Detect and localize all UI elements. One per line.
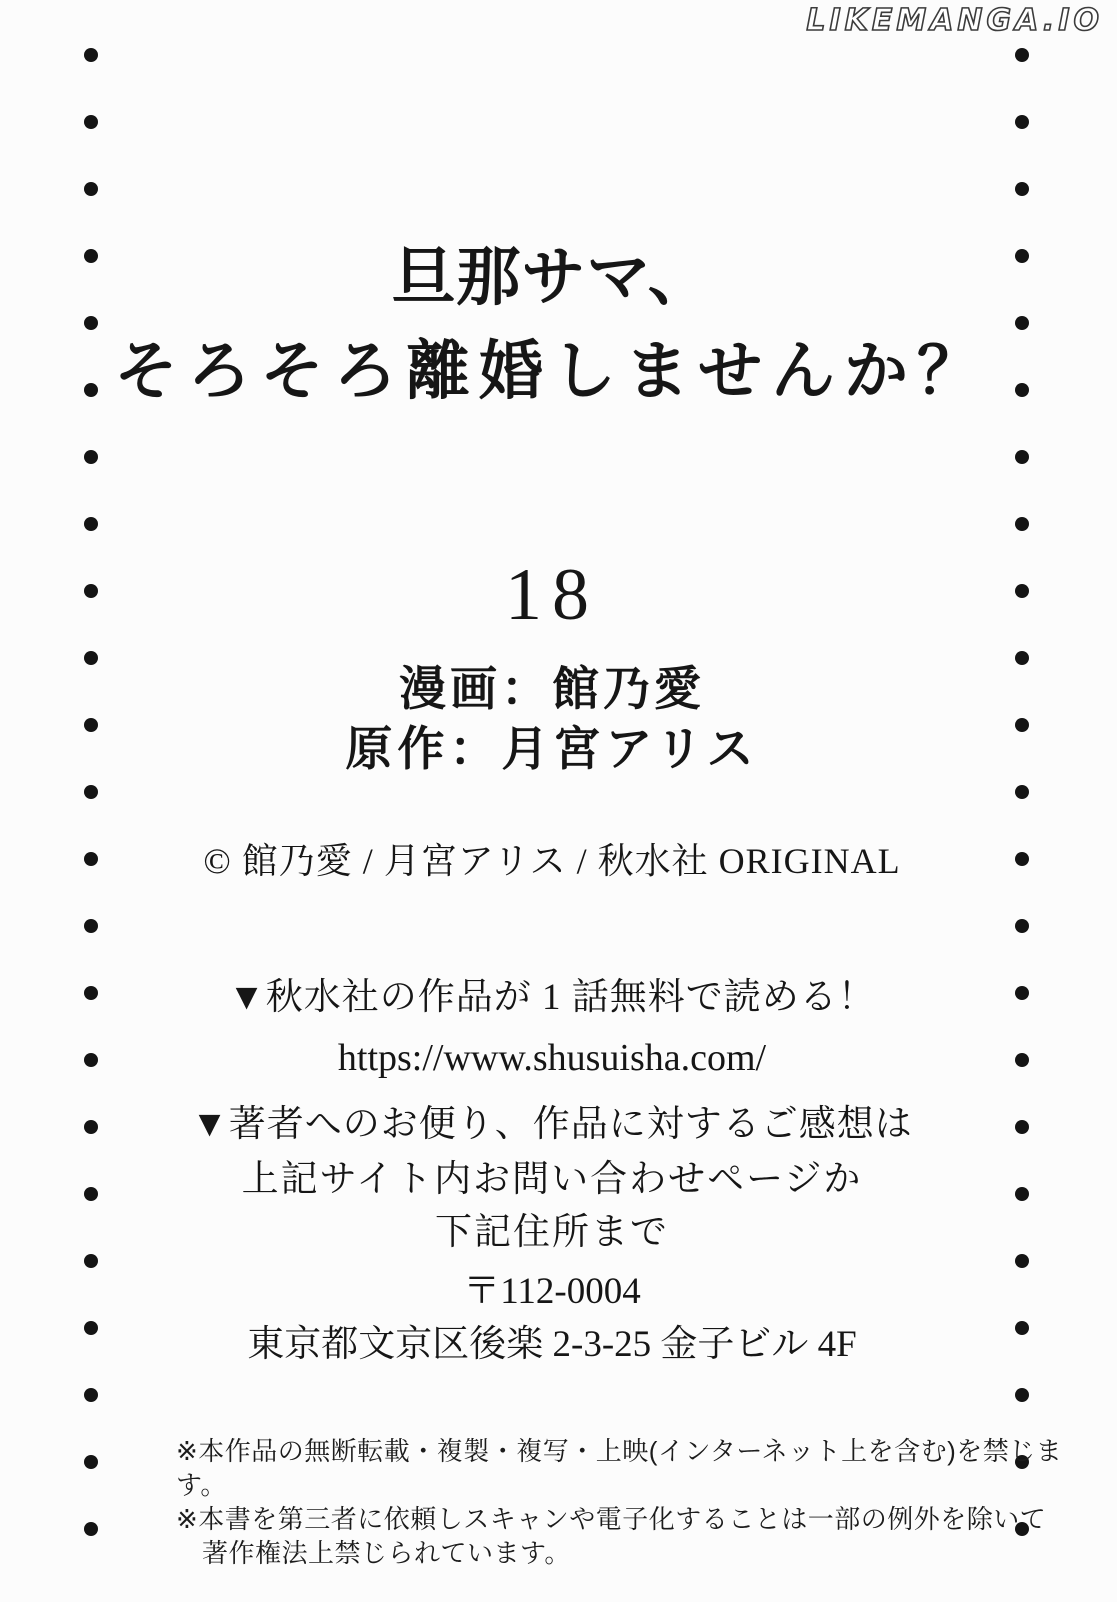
disclaimer-line1: ※本作品の無断転載・複製・複写・上映(インターネット上を含む)を禁じます。 <box>176 1436 1063 1500</box>
disclaimer-line2: ※本書を第三者に依頼しスキャンや電子化することは一部の例外を除いて <box>176 1504 1047 1534</box>
publisher-url: https://www.shusuisha.com/ <box>337 1037 767 1079</box>
chapter-number: 18 <box>505 554 599 636</box>
copyright-line: © 館乃愛 / 月宮アリス / 秋水社 ORIGINAL <box>203 841 901 881</box>
series-title-line1: 旦那サマ、 <box>391 242 713 313</box>
disclaimer-line3: 著作権法上禁じられています。 <box>202 1538 571 1568</box>
postal-code: 〒112-0004 <box>463 1271 641 1312</box>
likemanga-watermark: LIKEMANGA.IO <box>806 3 1103 38</box>
contact-info-line3: 下記住所まで <box>435 1212 669 1253</box>
contact-info-line2: 上記サイト内お問い合わせページか <box>241 1159 863 1200</box>
publisher-promo-heading: ▼秋水社の作品が 1 話無料で読める！ <box>228 977 876 1018</box>
series-title-line2: そろそろ離婚しませんか？ <box>114 336 990 407</box>
artist-credit: 漫画：館乃愛 <box>399 664 705 716</box>
copyright-disclaimer <box>176 1434 1104 1570</box>
contact-info-line1: ▼著者へのお便り、作品に対するご感想は <box>191 1104 913 1145</box>
original-author-credit: 原作：月宮アリス <box>345 724 759 776</box>
publisher-address: 東京都文京区後楽 2-3-25 金子ビル 4F <box>247 1324 857 1365</box>
